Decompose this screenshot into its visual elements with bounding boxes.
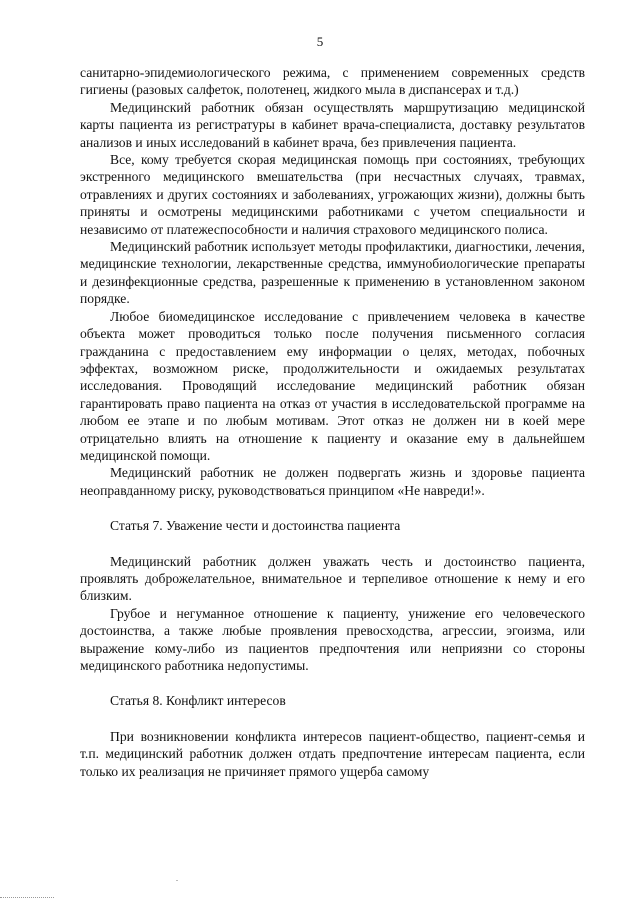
section-spacer xyxy=(80,535,585,553)
section-spacer xyxy=(80,674,585,692)
article-8-heading: Статья 8. Конфликт интересов xyxy=(110,693,286,709)
paragraph-emergency-care: Все, кому требуется скорая медицинская помощь при состояниях, требующих экстренного медицинского вмешательства (при несчастных случаях, травмах, отравлениях и других состояниях и заболеваниях, угрожающих жизни), должны быть приняты и осмотрены медицинскими работниками с учетом специальности и независимо от платежеспособности и наличия страхового медицинского полиса. xyxy=(80,152,585,237)
paragraph-rudeness-unacceptable: Грубое и негуманное отношение к пациенту, унижение его человеческого достоинства, а также любые проявления превосходства, агрессии, эгоизма, или выражение кому-либо из пациентов предпочтения или неприязни со стороны медицинского работника недопустимы. xyxy=(80,605,585,673)
document-body xyxy=(80,64,585,780)
scan-speck xyxy=(176,880,178,881)
article-7-heading: Статья 7. Уважение чести и достоинства пациента xyxy=(110,518,401,534)
paragraph-hygiene-continued: санитарно-эпидемиологического режима, с применением современных средств гигиены (разовых салфеток, полотенец, жидкого мыла в диспансерах и т.д.) xyxy=(80,65,585,98)
paragraph-routing: Медицинский работник обязан осуществлять маршрутизацию медицинской карты пациента из регистратуры в кабинет врача-специалиста, доставку результатов анализов и иных исследований в кабинет врача, без привлечения пациента. xyxy=(80,99,585,150)
paragraph-do-no-harm: Медицинский работник не должен подвергать жизнь и здоровье пациента неоправданному риску, руководствоваться принципом «Не навреди!». xyxy=(80,465,585,498)
paragraph-respect-dignity: Медицинский работник должен уважать честь и достоинство пациента, проявлять доброжелательное, внимательное и терпеливое отношение к нему и его близким. xyxy=(80,553,585,604)
paragraph-conflict-of-interest: При возникновении конфликта интересов пациент-общество, пациент-семья и т.п. медицинский работник должен отдать предпочтение интересам пациента, если только их реализация не причиняет прямого ущерба самому xyxy=(80,728,585,779)
paragraph-biomedical-research: Любое биомедицинское исследование с привлечением человека в качестве объекта может проводиться только после получения письменного согласия гражданина с предоставлением ему информации о целях, методах, побочных эффектах, возможном риске, продолжительности и ожидаемых результатах исследования. Проводящий исследование медицинский работник обязан гарантировать право пациента на отказ от участия в исследовательской программе на любом ее этапе и по любым мотивам. Этот отказ не должен ни в коей мере отрицательно влиять на отношение к пациенту и оказание ему в дальнейшем медицинской помощи. xyxy=(80,308,585,463)
paragraph-methods: Медицинский работник использует методы профилактики, диагностики, лечения, медицинские технологии, лекарственные средства, иммунобиологические препараты и дезинфекционные средства, разрешенные к применению в установленном законом порядке. xyxy=(80,239,585,307)
page-number: 5 xyxy=(316,34,324,49)
section-spacer xyxy=(80,499,585,517)
section-spacer xyxy=(80,710,585,728)
scan-edge-mark xyxy=(0,897,54,900)
